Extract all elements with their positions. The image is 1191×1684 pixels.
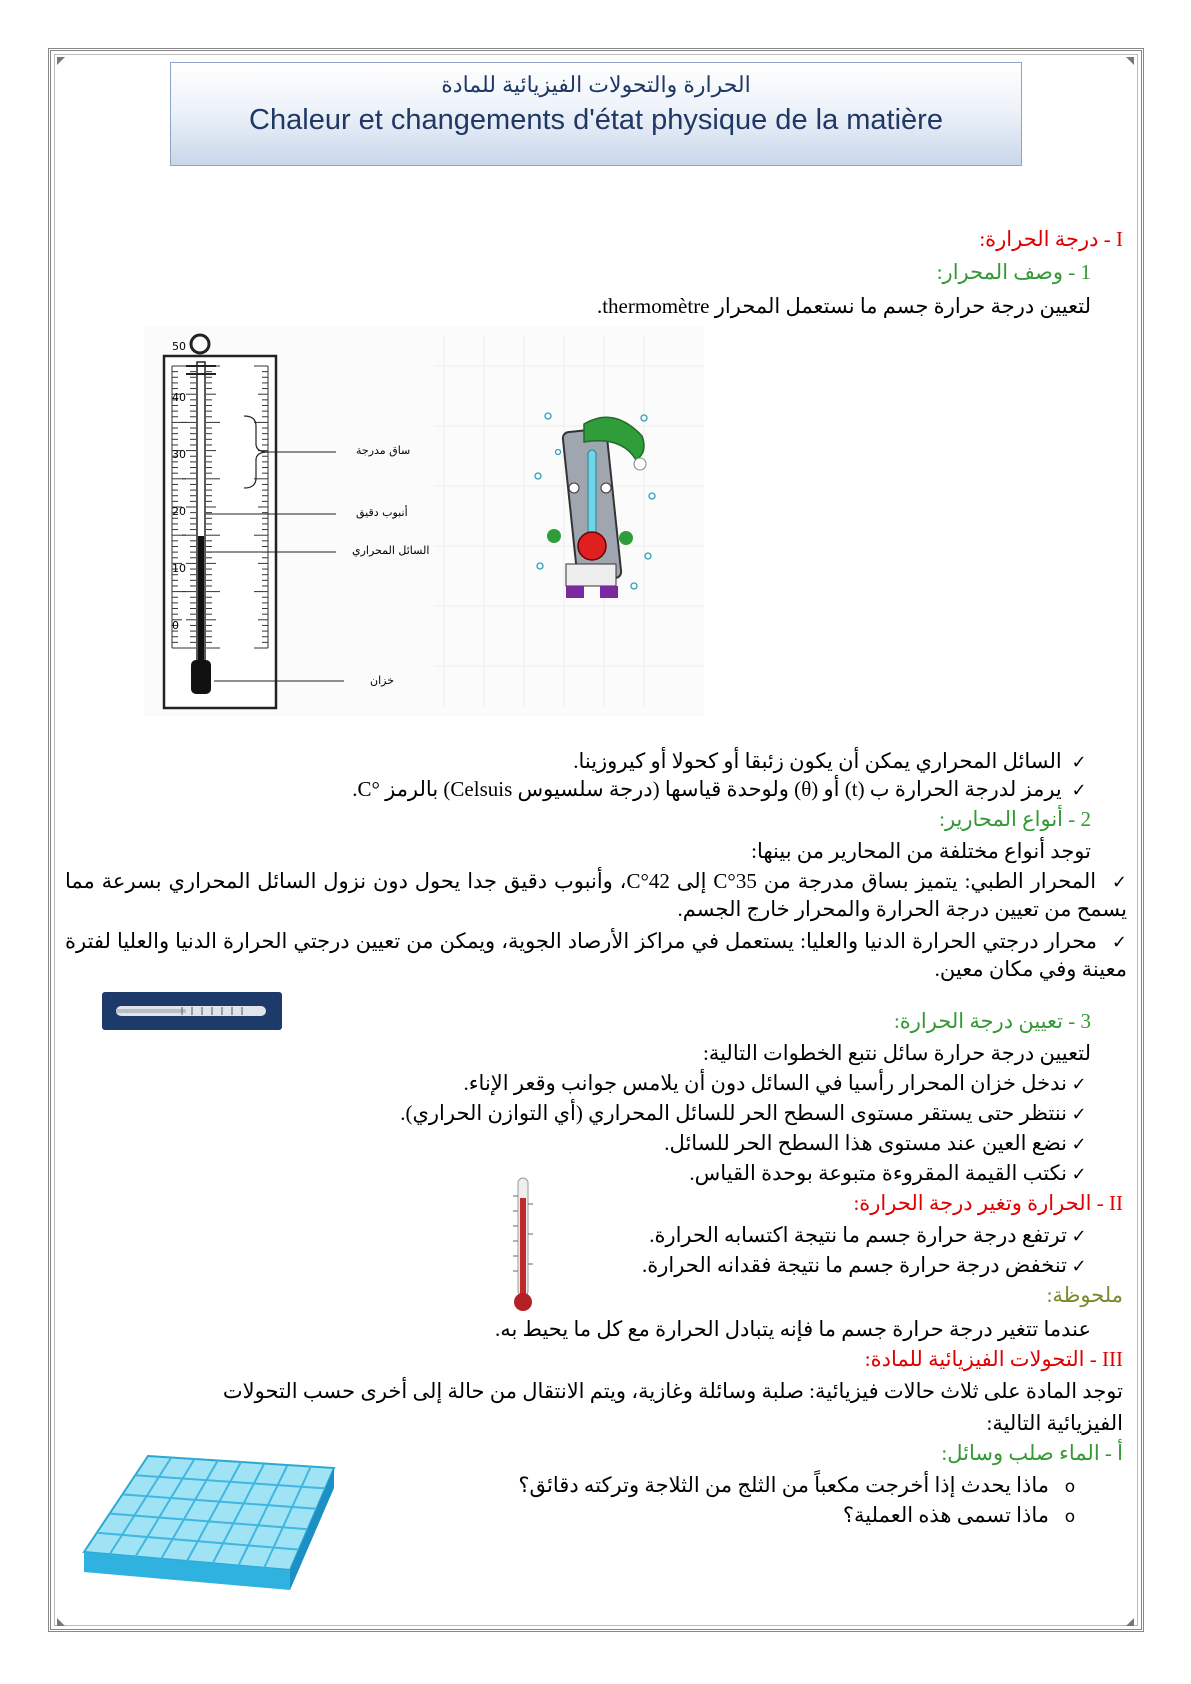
corner-ornament <box>57 57 65 65</box>
circle-bullet-icon: o <box>1064 1477 1076 1497</box>
list-item: oماذا يحدث إذا أخرجت مكعباً من الثلج من الثلاجة وتركته دقائق؟ <box>518 1472 1091 1500</box>
thermometer-drawing <box>144 326 704 716</box>
list-item: ✓ يرمز لدرجة الحرارة ب (t) أو (θ) ولوحدة قياسها (درجة سلسيوس Celsuis) بالرمز °C. <box>352 776 1091 804</box>
corner-ornament <box>1126 57 1134 65</box>
red-thermometer-image <box>510 1176 536 1316</box>
scale-label: 10 <box>172 562 186 575</box>
section-1-3-intro: لتعيين درجة حرارة سائل نتبع الخطوات التالية: <box>702 1041 1091 1065</box>
check-icon: ✓ <box>1111 872 1128 893</box>
section-2-heading: II - الحرارة وتغير درجة الحرارة: <box>853 1191 1123 1215</box>
scale-label: 40 <box>172 391 186 404</box>
title-arabic: الحرارة والتحولات الفيزيائية للمادة <box>441 72 751 97</box>
circle-bullet-icon: o <box>1064 1507 1076 1527</box>
scale-label: 0 <box>172 619 179 632</box>
section-3-heading: III - التحولات الفيزيائية للمادة: <box>864 1347 1123 1371</box>
list-item: ✓نكتب القيمة المقروءة متبوعة بوحدة القياس. <box>689 1160 1091 1188</box>
corner-ornament <box>57 1618 65 1626</box>
thermometer-diagram <box>144 326 704 716</box>
section-1-1-text: لتعيين درجة حرارة جسم ما نستعمل المحرار thermomètre. <box>596 294 1091 318</box>
check-icon: ✓ <box>1071 1134 1087 1155</box>
label-thermometric-liquid: السائل المحراري <box>352 544 430 557</box>
scale-label: 30 <box>172 448 186 461</box>
list-item: ✓نضع العين عند مستوى هذا السطح الحر للسائل. <box>664 1130 1091 1158</box>
section-3-text: توجد المادة على ثلاث حالات فيزيائية: صلبة وسائلة وغازية، ويتم الانتقال من حالة إلى أخرى حسب التحولات <box>222 1379 1123 1403</box>
label-reservoir: خزان <box>370 674 395 687</box>
title-box <box>170 62 1022 166</box>
list-item: ✓ترتفع درجة حرارة جسم ما نتيجة اكتسابه الحرارة. <box>649 1222 1091 1250</box>
section-1-3-heading: 3 - تعيين درجة الحرارة: <box>893 1009 1091 1033</box>
label-capillary-tube: أنبوب دقيق <box>356 506 408 519</box>
red-thermometer-drawing <box>510 1176 536 1316</box>
check-icon: ✓ <box>1071 1226 1087 1247</box>
section-1-2-intro: توجد أنواع مختلفة من المحارير من بينها: <box>751 839 1091 863</box>
list-item: ✓ المحرار الطبي: يتميز بساق مدرجة من 35°C إلى 42°C، وأنبوب دقيق جدا يحول دون نزول السائل المحراري بسرعة مما يسمح من تعيين درجة الحرارة والمحرار خارج الجسم. <box>65 869 1128 921</box>
check-icon: ✓ <box>1071 752 1087 773</box>
list-item: ✓ننتظر حتى يستقر مستوى السطح الحر للسائل المحراري (أي التوازن الحراري). <box>400 1100 1091 1128</box>
section-1-2-heading: 2 - أنواع المحارير: <box>939 807 1091 831</box>
ice-tray-image <box>78 1452 348 1612</box>
note-text: عندما تتغير درجة حرارة جسم ما فإنه يتبادل الحرارة مع كل ما يحيط به. <box>494 1317 1091 1341</box>
list-item: oماذا تسمى هذه العملية؟ <box>843 1502 1091 1530</box>
check-icon: ✓ <box>1111 932 1128 953</box>
corner-ornament <box>1126 1618 1134 1626</box>
list-item: ✓ السائل المحراري يمكن أن يكون زئبقا أو كحولا أو كيروزينا. <box>573 748 1091 776</box>
clinical-thermometer-drawing <box>102 992 282 1030</box>
check-icon: ✓ <box>1071 1256 1087 1277</box>
scale-label: 20 <box>172 505 186 518</box>
list-item: ✓تنخفض درجة حرارة جسم ما نتيجة فقدانه الحرارة. <box>642 1252 1091 1280</box>
note-heading: ملحوظة: <box>1046 1283 1123 1307</box>
check-icon: ✓ <box>1071 1074 1087 1095</box>
section-1-1-heading: 1 - وصف المحرار: <box>936 260 1091 284</box>
section-1-heading: I - درجة الحرارة: <box>979 227 1123 251</box>
check-icon: ✓ <box>1071 1164 1087 1185</box>
label-graduated-stem: ساق مدرجة <box>356 444 411 457</box>
check-icon: ✓ <box>1071 1104 1087 1125</box>
clinical-thermometer-image <box>102 992 282 1030</box>
section-3-a-heading: أ - الماء صلب وسائل: <box>941 1441 1123 1465</box>
ice-tray-drawing <box>78 1452 348 1612</box>
scale-label: 50 <box>172 340 186 353</box>
check-icon: ✓ <box>1071 780 1087 801</box>
section-3-text-continued: الفيزيائية التالية: <box>986 1411 1123 1435</box>
title-french: Chaleur et changements d'état physique de la matière <box>249 104 943 136</box>
list-item: ✓ندخل خزان المحرار رأسيا في السائل دون أن يلامس جوانب وقعر الإناء. <box>463 1070 1091 1098</box>
list-item: ✓ محرار درجتي الحرارة الدنيا والعليا: يستعمل في مراكز الأرصاد الجوية، ويمكن من تعيين درجتي الحرارة الدنيا والعليا لفترة معينة وفي مكان معين. <box>65 929 1128 981</box>
